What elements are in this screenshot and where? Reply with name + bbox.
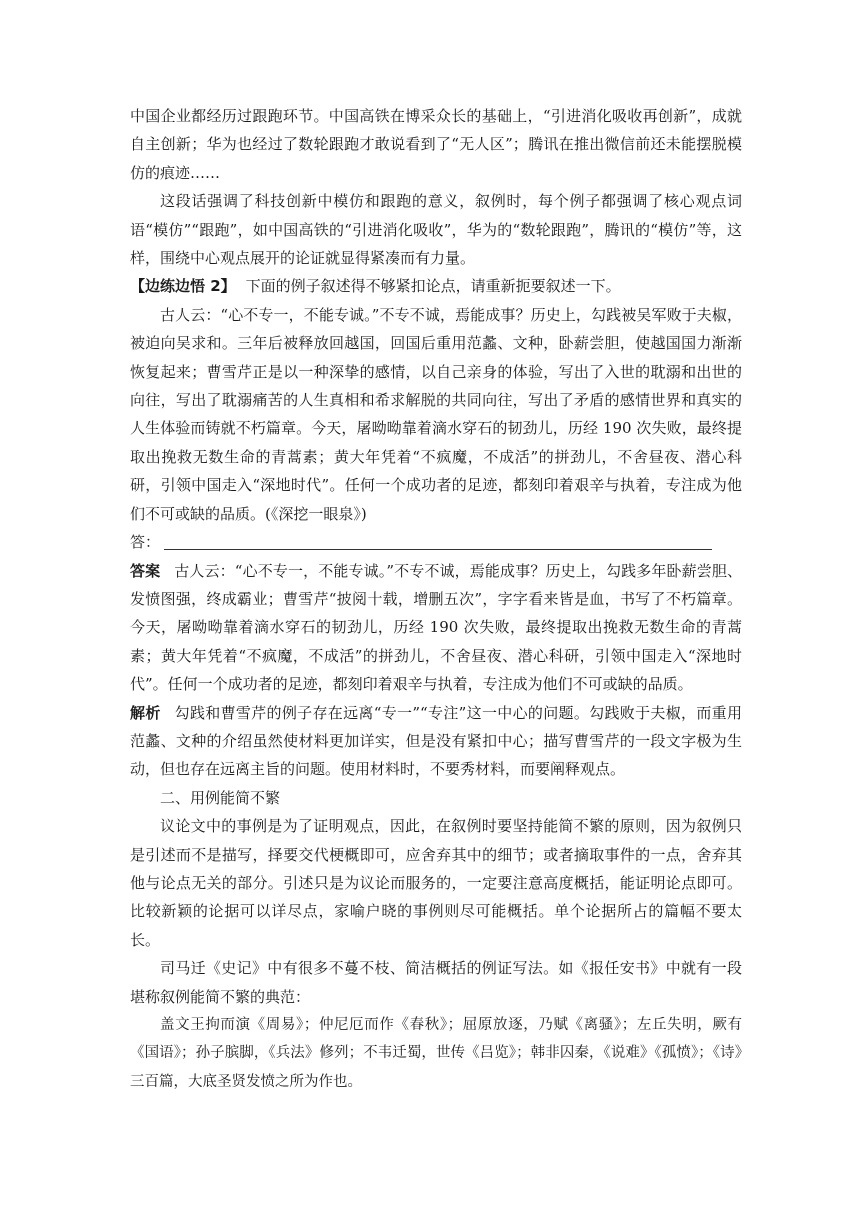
- exercise-prompt: 下面的例子叙述得不够紧扣论点，请重新扼要叙述一下。: [245, 277, 621, 296]
- analysis-paragraph: [130, 699, 742, 784]
- section-title: 二、用例能简不繁: [160, 788, 281, 807]
- analysis-label: 解析: [130, 703, 161, 722]
- answer-blank: [130, 528, 742, 556]
- section-paragraph-2: 司马迁《史记》中有很多不蔓不枝、简洁概括的例证写法。如《报任安书》中就有一段堪称叙例能简不繁的典范：: [130, 959, 742, 1006]
- answer-label: 答案: [130, 561, 161, 580]
- answer-line[interactable]: [164, 533, 712, 550]
- quote-paragraph: 盖文王拘而演《周易》；仲尼厄而作《春秋》；屈原放逐，乃赋《离骚》；左丘失明，厥有《国语》；孙子膑脚，《兵法》修列；不韦迁蜀，世传《吕览》；韩非囚秦，《说难》《孤愤》；《诗》三百篇，大底圣贤发愤之所为作也。: [130, 1017, 742, 1090]
- exercise-heading: [130, 272, 742, 300]
- answer-text: 古人云：“心不专一，不能专诚。”不专不诚，焉能成事？历史上，勾践多年卧薪尝胆、发愤图强，终成霸业；曹雪芹“披阅十载，增删五次”，字字看来皆是血，书写了不朽篇章。今天，屠呦呦靠着滴水穿石的韧劲儿，历经 190 次失败，最终提取出挽救无数生命的青蒿素；黄大年凭着“不疯魔，不成活”的拼劲儿，不舍昼夜、潜心科研，引领中国走入“深地时代”。任何一个成功者的足迹，都刻印着艰辛与执着，专注成为他们不可或缺的品质。: [130, 561, 742, 694]
- exercise-passage: 古人云：“心不专一，不能专诚。”不专不诚，焉能成事？历史上，勾践被吴军败于夫椒，被迫向吴求和。三年后被释放回越国，回国后重用范蠡、文种，卧薪尝胆，使越国国力渐渐恢复起来；曹雪芹正是以一种深挚的感情，以自己亲身的体验，写出了入世的耽溺和出世的向往，写出了耽溺痛苦的人生真相和希求解脱的共同向往，写出了矛盾的感情世界和真实的人生体验而铸就不朽篇章。今天，屠呦呦靠着滴水穿石的韧劲儿，历经 190 次失败，最终提取出挽救无数生命的青蒿素；黄大年凭着“不疯魔，不成活”的拼劲儿，不舍昼夜、潜心科研，引领中国走入“深地时代”。任何一个成功者的足迹，都刻印着艰辛与执着，专注成为他们不可或缺的品质。(《深挖一眼泉》): [130, 305, 742, 523]
- exercise-tag: 【边练边悟 2】: [130, 277, 236, 296]
- intro-paragraph: 中国企业都经历过跟跑环节。中国高铁在博采众长的基础上，“引进消化吸收再创新”，成就自主创新；华为也经过了数轮跟跑才敢说看到了“无人区”；腾讯在推出微信前还未能摆脱模仿的痕迹……: [130, 107, 742, 182]
- commentary-paragraph: 这段话强调了科技创新中模仿和跟跑的意义，叙例时，每个例子都强调了核心观点词语“模仿”“跟跑”，如中国高铁的“引进消化吸收”，华为的“数轮跟跑”，腾讯的“模仿”等，这样，围绕中心观点展开的论证就显得紧凑而有力量。: [130, 192, 742, 268]
- document-page: [130, 102, 742, 1096]
- answer-paragraph: [130, 557, 742, 699]
- answer-prefix: 答：: [130, 533, 161, 552]
- section-paragraph-1: 议论文中的事例是为了证明观点，因此，在叙例时要坚持能简不繁的原则，因为叙例只是引述而不是描写，择要交代梗概即可，应舍弃其中的细节；或者摘取事件的一点，舍弃其他与论点无关的部分。引述只是为议论而服务的，一定要注意高度概括，能证明论点即可。比较新颖的论据可以详尽点，家喻户晓的事例则尽可能概括。单个论据所占的篇幅不要太长。: [130, 817, 742, 949]
- analysis-text: 勾践和曹雪芹的例子存在远离“专一”“专注”这一中心的问题。勾践败于夫椒，而重用范蠡、文种的介绍虽然使材料更加详实，但是没有紧扣中心；描写曹雪芹的一段文字极为生动，但也存在远离主旨的问题。使用材料时，不要秀材料，而要阐释观点。: [130, 703, 742, 779]
